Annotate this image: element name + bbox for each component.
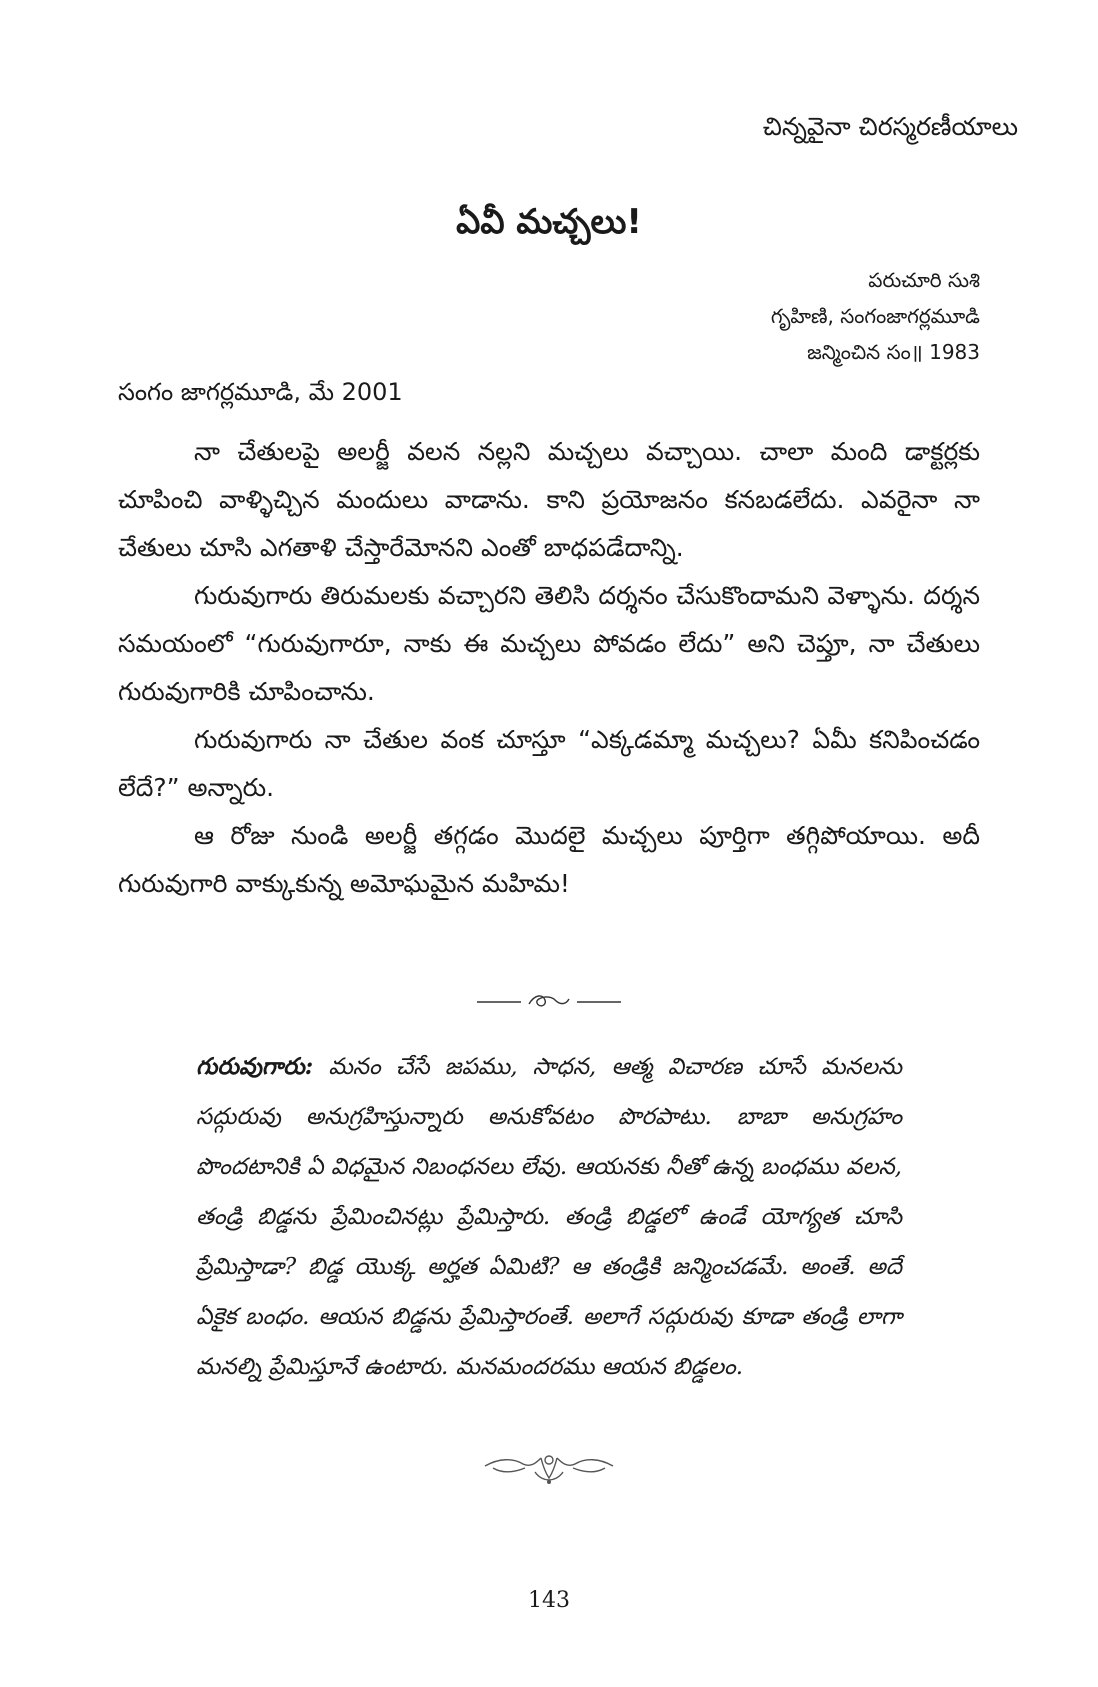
ornament-flourish-icon bbox=[479, 1446, 619, 1486]
ornament-divider bbox=[0, 1446, 1098, 1486]
running-header: చిన్నవైనా చిరస్మరణీయాలు bbox=[762, 112, 1018, 141]
section-divider bbox=[0, 990, 1098, 1014]
author-byline bbox=[771, 262, 980, 370]
author-name: పరుచూరి సుశి bbox=[868, 268, 980, 292]
story-paragraph: గురువుగారు నా చేతుల వంక చూస్తూ “ఎక్కడమ్మా మచ్చలు? ఏమీ కనిపించడం లేదే?” అన్నారు. bbox=[118, 725, 980, 802]
story-paragraph: ఆ రోజు నుండి అలర్జీ తగ్గడం మొదలై మచ్చలు పూర్తిగా తగ్గిపోయాయి. అదీ గురువుగారి వాక్కుకున్న అమోఘమైన మహిమ! bbox=[118, 821, 980, 898]
story-body bbox=[118, 428, 980, 908]
story-paragraph: నా చేతులపై అలర్జీ వలన నల్లని మచ్చలు వచ్చాయి. చాలా మంది డాక్టర్లకు చూపించి వాళ్ళిచ్చిన మందులు వాడాను. కాని ప్రయోజనం కనబడలేదు. ఎవరైనా నా చేతులు చూసి ఎగతాళి చేస్తారేమోనని ఎంతో బాధపడేదాన్ని. bbox=[118, 437, 980, 562]
teaching-text: మనం చేసే జపము, సాధన, ఆత్మ విచారణ చూసే మనలను సద్గురువు అనుగ్రహిస్తున్నారు అనుకోవటం పొరపాటు. బాబా అనుగ్రహం పొందటానికి ఏ విధమైన నిబంధనలు లేవు. ఆయనకు నీతో ఉన్న బంధము వలన, తండ్రి బిడ్డను ప్రేమించినట్లు ప్రేమిస్తారు. తండ్రి బిడ్డలో ఉండే యోగ్యత చూసి ప్రేమిస్తాడా? బిడ్డ యొక్క అర్హత ఏమిటి? ఆ తండ్రికి జన్మించడమే. అంతే. అదే ఏకైక బంధం. ఆయన బిడ్డను ప్రేమిస్తారంతే. అలాగే సద్గురువు కూడా తండ్రి లాగా మనల్ని ప్రేమిస్తూనే ఉంటారు. మనమందరము ఆయన బిడ్డలం. bbox=[196, 1054, 902, 1380]
story-paragraph: గురువుగారు తిరుమలకు వచ్చారని తెలిసి దర్శనం చేసుకొందామని వెళ్ళాను. దర్శన సమయంలో “గురువుగారూ, నాకు ఈ మచ్చలు పోవడం లేదు” అని చెప్తూ, నా చేతులు గురువుగారికి చూపించాను. bbox=[118, 581, 980, 706]
dateline: సంగం జాగర్లమూడి, మే 2001 bbox=[118, 378, 403, 406]
author-role: గృహిణి, సంగంజాగర్లమూడి bbox=[770, 304, 980, 328]
story-title: ఏవీ మచ్చలు! bbox=[456, 202, 642, 242]
teaching-lead: గురువుగారు: bbox=[196, 1053, 314, 1080]
author-birth-year: జన్మించిన సం॥ 1983 bbox=[807, 340, 980, 364]
flourish-divider-icon bbox=[469, 990, 629, 1014]
teaching-quote bbox=[196, 1042, 902, 1392]
page-number: 143 bbox=[528, 1588, 570, 1613]
